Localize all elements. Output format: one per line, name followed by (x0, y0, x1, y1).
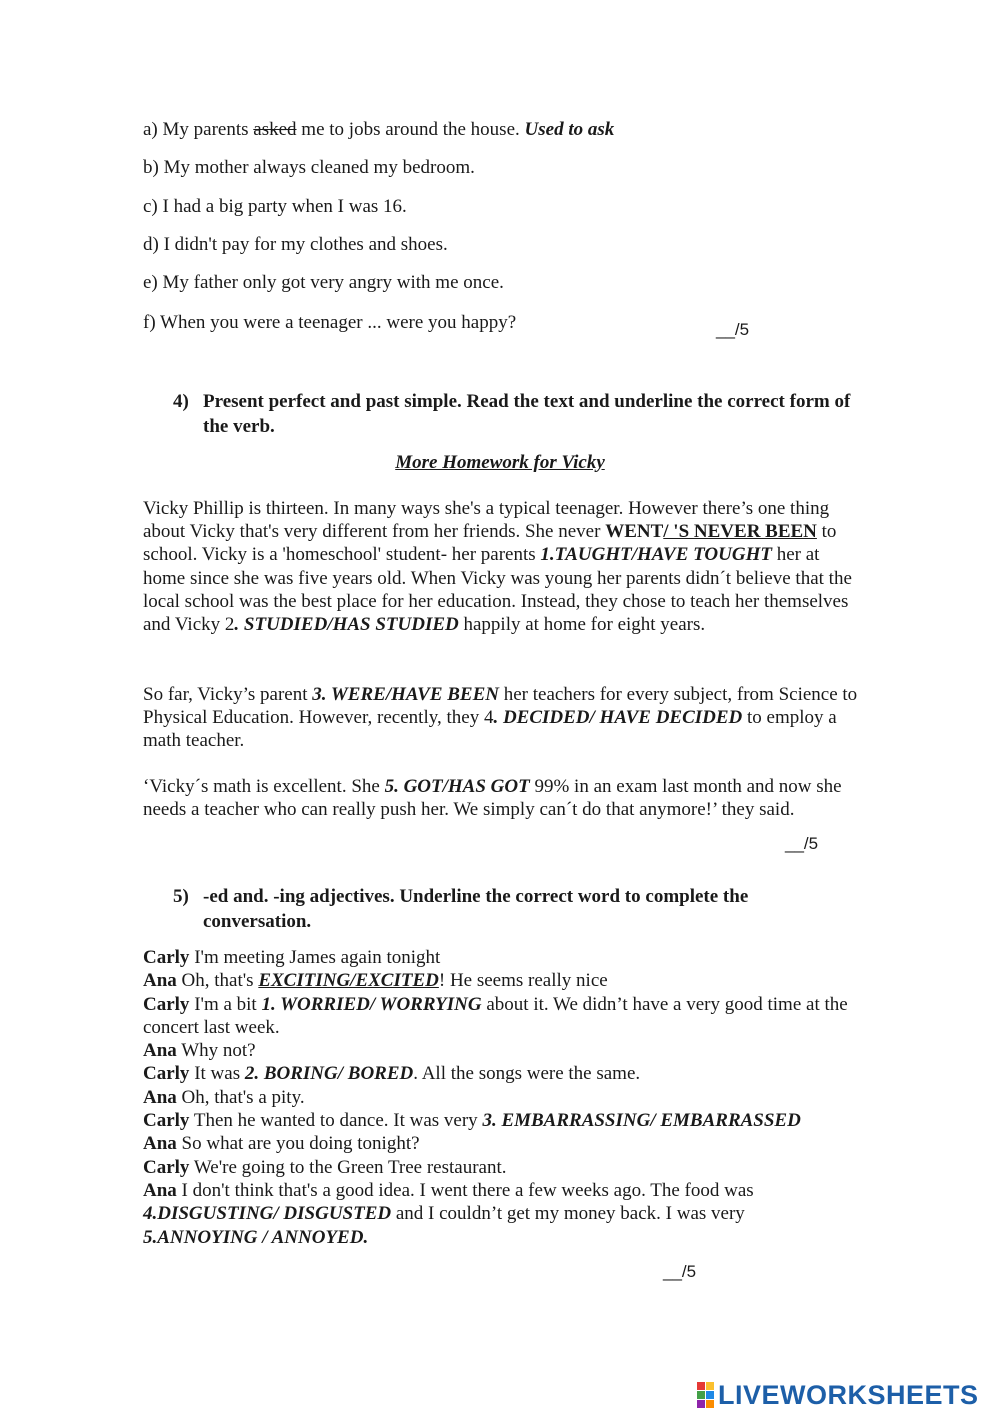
exercise3-item-d: d) I didn't pay for my clothes and shoes. (143, 234, 448, 255)
example-adjective: EXCITING/EXCITED (258, 970, 439, 992)
exercise4-number: 4) (173, 391, 189, 412)
exercise4-instruction: Present perfect and past simple. Read the text and underline the correct form of the verb. (203, 391, 851, 437)
adjective-choice-1[interactable]: 1. WORRIED/ WORRYING (261, 993, 482, 1015)
exercise3-item-e: e) My father only got very angry with me once. (143, 272, 504, 293)
speaker: Carly (143, 947, 190, 968)
dialogue-line: Carly I'm a bit 1. WORRIED/ WORRYING about it. We didn’t have a very good time at the concert last week. (143, 993, 848, 1038)
adjective-choice-5[interactable]: 5.ANNOYING / ANNOYED. (143, 1226, 369, 1248)
example-option: WENT (605, 521, 664, 543)
verb-choice-4[interactable]: . DECIDED/ HAVE DECIDED (493, 707, 743, 729)
speaker: Carly (143, 1156, 190, 1178)
struck-word: asked (253, 119, 297, 140)
adjective-choice-4[interactable]: 4.DISGUSTING/ DISGUSTED (143, 1203, 392, 1225)
dialogue (143, 946, 863, 1249)
dialogue-line: Carly We're going to the Green Tree restaurant. (143, 1156, 507, 1178)
logo-blocks-icon (697, 1382, 714, 1408)
exercise5-number: 5) (173, 886, 189, 907)
exercise3-item-f: f) When you were a teenager ... were you happy? (143, 312, 517, 333)
dialogue-line: Ana Oh, that's a pity. (143, 1086, 305, 1108)
exercise3-item-b: b) My mother always cleaned my bedroom. (143, 157, 475, 178)
exercise3-item-a: a) My parents asked me to jobs around the house. Used to ask (143, 119, 615, 140)
dialogue-line: Ana So what are you doing tonight? (143, 1133, 420, 1155)
verb-choice-3[interactable]: 3. WERE/HAVE BEEN (312, 684, 499, 705)
text-title: More Homework for Vicky (395, 452, 605, 473)
speaker: Carly (143, 993, 190, 1015)
adjective-choice-3[interactable]: 3. EMBARRASSING/ EMBARRASSED (482, 1110, 801, 1132)
dialogue-line: Ana Oh, that's EXCITING/EXCITED! He seems really nice (143, 970, 608, 992)
speaker: Ana (143, 1133, 177, 1155)
dialogue-line: Carly I'm meeting James again tonight (143, 947, 441, 968)
paragraph-2: So far, Vicky’s parent 3. WERE/HAVE BEEN her teachers for every subject, from Science to Physical Education. However, recently, they 4. DECIDED/ HAVE DECIDED to employ a math teacher. (143, 684, 858, 752)
speaker: Ana (143, 1040, 177, 1062)
liveworksheets-logo (697, 1380, 979, 1410)
example-answer: Used to ask (524, 119, 615, 140)
speaker: Carly (143, 1110, 190, 1132)
logo-text: LIVEWORKSHEETS (718, 1379, 979, 1410)
example-underlined: / 'S NEVER BEEN (663, 521, 817, 543)
dialogue-line: Carly Then he wanted to dance. It was very 3. EMBARRASSING/ EMBARRASSED (143, 1110, 801, 1132)
verb-choice-2[interactable]: . STUDIED/HAS STUDIED (234, 614, 459, 636)
verb-choice-1[interactable]: 1.TAUGHT/HAVE TOUGHT (540, 544, 772, 566)
dialogue-line: Ana Why not? (143, 1040, 256, 1062)
paragraph-1: Vicky Phillip is thirteen. In many ways she's a typical teenager. However there’s one thing about Vicky that's very different from her friends. She never WENT/ 'S NEVER BEEN to school. Vicky is a 'homeschool' student- her parents 1.TAUGHT/HAVE TOUGHT her at home since she was five years old. When Vicky was young her parents didn´t believe that the local school was the best place for her education. Instead, they chose to teach her themselves and Vicky 2. STUDIED/HAS STUDIED happily at home for eight years. (143, 498, 852, 636)
verb-choice-5[interactable]: 5. GOT/HAS GOT (384, 776, 530, 797)
speaker: Ana (143, 1086, 177, 1108)
dialogue-line: Carly It was 2. BORING/ BORED. All the songs were the same. (143, 1063, 641, 1085)
exercise3-item-c: c) I had a big party when I was 16. (143, 196, 407, 217)
adjective-choice-2[interactable]: 2. BORING/ BORED (244, 1063, 414, 1085)
dialogue-line: Ana I don't think that's a good idea. I went there a few weeks ago. The food was 4.DISGUSTING/ DISGUSTED and I couldn’t get my money back. I was very 5.ANNOYING / ANNOYED. (143, 1179, 754, 1248)
exercise3-score[interactable]: __/5 (716, 320, 750, 339)
exercise4-score[interactable]: __/5 (785, 834, 819, 853)
speaker: Ana (143, 1179, 177, 1201)
speaker: Ana (143, 970, 177, 992)
exercise5-instruction: -ed and. -ing adjectives. Underline the correct word to complete the conversation. (203, 886, 749, 932)
speaker: Carly (143, 1063, 190, 1085)
paragraph-3: ‘Vicky´s math is excellent. She 5. GOT/HAS GOT 99% in an exam last month and now she needs a teacher who can really push her. We simply can´t do that anymore!’ they said. (143, 776, 842, 821)
exercise5-score[interactable]: __/5 (663, 1262, 697, 1281)
